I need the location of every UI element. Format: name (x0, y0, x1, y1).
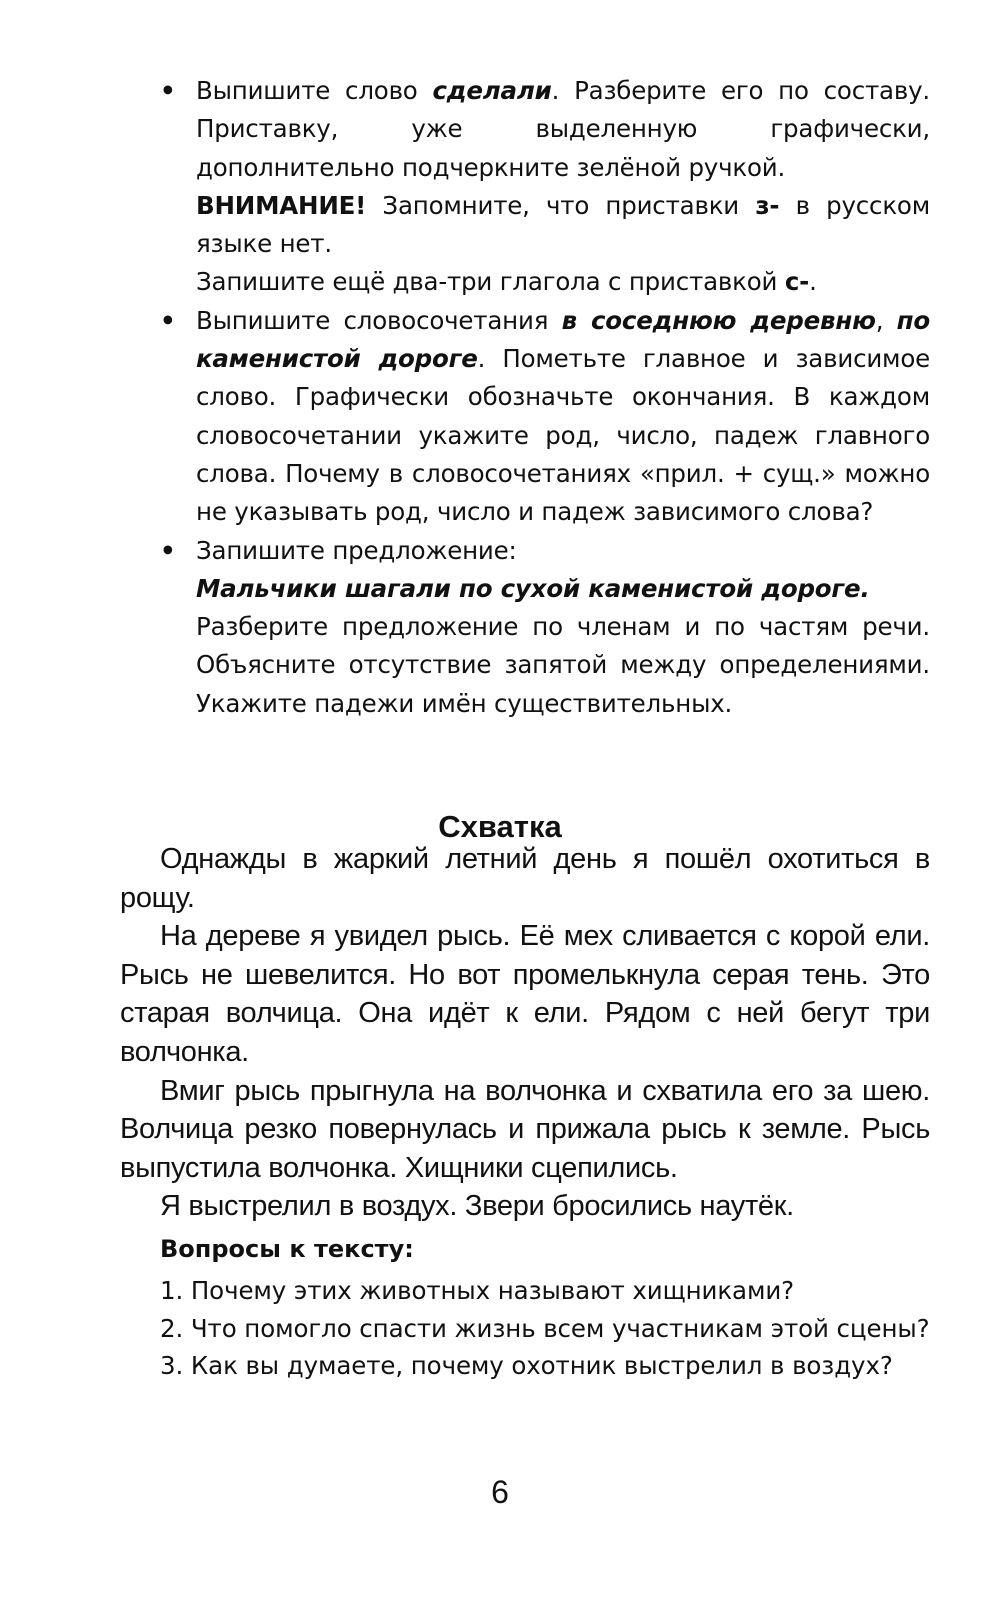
question-item: 3. Как вы думаете, почему охотник выстрелил в воздух? (160, 1351, 893, 1380)
story-title: Схватка (438, 809, 562, 844)
questions-list (120, 1272, 930, 1385)
attention-label: ВНИМАНИЕ! (196, 190, 367, 220)
story-paragraph: Я выстрелил в воздух. Звери бросились наутёк. (160, 1190, 794, 1223)
task-paragraph: ВНИМАНИЕ! Запомните, что приставки з- в русском языке нет. (196, 190, 930, 259)
task-paragraph: Запишите ещё два-три глагола с приставкой с-. (196, 267, 817, 297)
story-paragraph: Однажды в жаркий летний день я пошёл охотиться в рощу. (120, 843, 930, 914)
bullet-icon: • (160, 76, 176, 105)
example-sentence: Мальчики шагали по сухой каменистой дороге. (196, 573, 870, 603)
task-item-3 (160, 532, 930, 723)
story-paragraph: На дереве я увидел рысь. Её мех сливается с корой ели. Рысь не шевелится. Но вот промелькнула серая тень. Это старая волчица. Она идёт к ели. Рядом с ней бегут три волчонка. (120, 920, 930, 1068)
prefix-term: с- (784, 267, 810, 297)
question-item: 2. Что помогло спасти жизнь всем участникам этой сцены? (160, 1313, 930, 1343)
emphasized-phrase: в соседнюю деревню (561, 305, 876, 335)
prefix-term: з- (755, 190, 780, 220)
task-paragraph: Выпишите слово сделали. Разберите его по составу. Приставку, уже выделенную графически, дополнительно подчеркните зелёной ручкой. (196, 76, 930, 182)
task-item-1 (160, 72, 930, 302)
emphasized-word: сделали (432, 76, 552, 105)
bullet-icon: • (160, 305, 176, 335)
task-item-2 (160, 302, 930, 532)
questions-heading: Вопросы к тексту: (160, 1235, 414, 1263)
task-paragraph: Разберите предложение по членам и по частям речи. Объясните отсутствие запятой между определениями. Укажите падежи имён существительных. (196, 612, 930, 718)
task-paragraph: Запишите предложение: (196, 535, 517, 565)
task-list (160, 72, 930, 723)
task-paragraph: Выпишите словосочетания в соседнюю деревню, по каменистой дороге. Пометьте главное и зависимое слово. Графически обозначьте окончания. В каждом словосочетании укажите род, число, падеж главного слова. Почему в словосочетаниях «прил. + сущ.» можно не указывать род, число и падеж зависимого слова? (196, 305, 931, 527)
bullet-icon: • (160, 535, 176, 565)
page-number: 6 (491, 1474, 509, 1510)
story-paragraph: Вмиг рысь прыгнула на волчонка и схватила его за шею. Волчица резко повернулась и прижала рысь к земле. Рысь выпустила волчонка. Хищники сцепились. (120, 1074, 930, 1184)
emphasized-phrase: по каменистой дороге (196, 305, 930, 374)
story-text (120, 840, 930, 1226)
question-item: 1. Почему этих животных называют хищниками? (160, 1276, 795, 1305)
